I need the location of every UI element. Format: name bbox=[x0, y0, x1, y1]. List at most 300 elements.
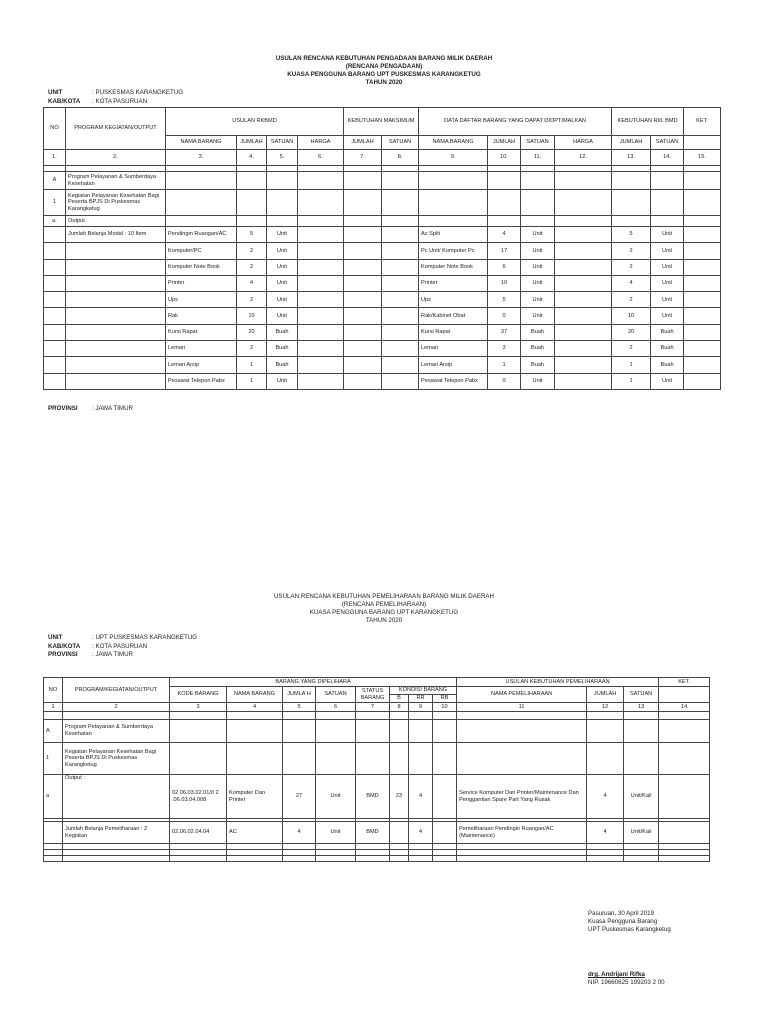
row-nama-barang-data: Komputer Note Book bbox=[419, 259, 488, 275]
row-no bbox=[44, 308, 66, 324]
row-riil-jumlah: 1 bbox=[612, 373, 651, 389]
header-jumlah: JUMLAH bbox=[488, 136, 521, 150]
doc1-meta bbox=[48, 89, 183, 106]
col-number: 7. bbox=[344, 150, 382, 166]
row-satuan: Buah bbox=[267, 324, 298, 340]
row-status: BMD bbox=[356, 822, 390, 844]
row-harga bbox=[298, 308, 344, 324]
row-riil-satuan: Buah bbox=[651, 357, 684, 373]
doc1-title-line: (RENCANA PENGADAAN) bbox=[345, 63, 423, 70]
signatory bbox=[588, 971, 665, 987]
col-number: 10. bbox=[488, 150, 521, 166]
col-number: 3 bbox=[170, 703, 227, 712]
row-jumlah: 27 bbox=[283, 775, 316, 819]
header-nama-barang: NAMA BARANG bbox=[166, 136, 237, 150]
row-program bbox=[66, 373, 166, 389]
meta-key: PROVINSI bbox=[48, 405, 78, 412]
row-program bbox=[66, 324, 166, 340]
row-ket bbox=[684, 243, 721, 259]
header-program: PROGRAM/KEGIATAN/OUTPUT bbox=[63, 678, 170, 703]
row-harga-data bbox=[555, 243, 612, 259]
row-harga bbox=[298, 227, 344, 243]
col-number: 4. bbox=[237, 150, 267, 166]
header-riil: KEBUTUHAN RIIL BMD bbox=[612, 108, 684, 136]
table-row bbox=[44, 373, 721, 389]
section-program: Kegiatan Pelayanan Kesehatan Bagi Peserta BPJS Di Puskesmas Karangketug bbox=[66, 190, 166, 216]
header-satuan: SATUAN bbox=[382, 136, 419, 150]
column-number-row bbox=[44, 703, 710, 712]
row-no bbox=[44, 324, 66, 340]
row-jumlah: 5 bbox=[237, 227, 267, 243]
row-ket bbox=[684, 292, 721, 308]
table-row bbox=[44, 324, 721, 340]
row-harga bbox=[298, 341, 344, 357]
row-harga bbox=[298, 275, 344, 291]
row-satuan-data: Unit bbox=[521, 243, 555, 259]
header-status: STATUS BARANG bbox=[356, 687, 390, 703]
table-row bbox=[44, 259, 721, 275]
row-harga bbox=[298, 292, 344, 308]
row-kode-barang: 02.06.02.04.04 bbox=[170, 822, 227, 844]
row-satuan-data: Unit bbox=[521, 227, 555, 243]
header-jumlah: JUMLAH bbox=[587, 687, 624, 703]
column-number-row bbox=[44, 150, 721, 166]
header-data: DATA DAFTAR BARANG YANG DAPAT DIOPTIMALKAN bbox=[419, 108, 612, 136]
col-number: 11 bbox=[457, 703, 587, 712]
col-number: 14. bbox=[651, 150, 684, 166]
row-program: Jumlah Belanja Pemeliharaan : 2 Kegiatan bbox=[63, 822, 170, 844]
row-program bbox=[66, 243, 166, 259]
doc2-title-line: KUASA PENGGUNA BARANG UPT KARANGKETUG bbox=[309, 609, 459, 616]
header-harga: HARGA bbox=[298, 136, 344, 150]
row-satuan-data: Buah bbox=[521, 357, 555, 373]
row-program: Output : bbox=[63, 775, 170, 819]
table-row bbox=[44, 308, 721, 324]
col-number: 2. bbox=[66, 150, 166, 166]
row-harga-data bbox=[555, 324, 612, 340]
row-riil-jumlah: 2 bbox=[612, 292, 651, 308]
col-number: 11. bbox=[521, 150, 555, 166]
row-no bbox=[44, 822, 63, 844]
row-satuan: Buah bbox=[267, 357, 298, 373]
row-satuan-usulan: Unit/Kali bbox=[624, 775, 659, 819]
row-harga-data bbox=[555, 308, 612, 324]
row-kondisi-rb bbox=[433, 822, 457, 844]
row-harga-data bbox=[555, 292, 612, 308]
meta-value: : PUSKESMAS KARANGKETUG bbox=[92, 89, 184, 96]
row-satuan-data: Buah bbox=[521, 341, 555, 357]
spacer-row bbox=[44, 856, 710, 862]
row-jumlah: 2 bbox=[237, 243, 267, 259]
section-no: 1 bbox=[44, 190, 66, 216]
row-nama-barang-data: Pc Unit/ Komputer Pc bbox=[419, 243, 488, 259]
row-jumlah-usulan: 4 bbox=[587, 775, 624, 819]
section-row bbox=[44, 720, 710, 743]
row-harga bbox=[298, 324, 344, 340]
row-satuan-data: Unit bbox=[521, 373, 555, 389]
table-row bbox=[44, 775, 710, 819]
col-number: 10 bbox=[433, 703, 457, 712]
row-satuan-data: Buah bbox=[521, 324, 555, 340]
row-jumlah-data: 5 bbox=[488, 292, 521, 308]
row-kebutuhan-jumlah bbox=[344, 324, 382, 340]
row-riil-jumlah: 2 bbox=[612, 259, 651, 275]
signature-block bbox=[588, 910, 671, 934]
row-kebutuhan-jumlah bbox=[344, 357, 382, 373]
col-number: 14 bbox=[659, 703, 710, 712]
row-nama-barang: Lemari bbox=[166, 341, 237, 357]
col-number: 15. bbox=[684, 150, 721, 166]
row-satuan-usulan: Unit/Kali bbox=[624, 822, 659, 844]
col-number: 1 bbox=[44, 703, 63, 712]
header-satuan: SATUAN bbox=[651, 136, 684, 150]
row-kondisi-rr: 4 bbox=[409, 775, 433, 819]
row-ket bbox=[684, 227, 721, 243]
row-satuan: Buah bbox=[267, 341, 298, 357]
meta-key: UNIT bbox=[48, 89, 63, 96]
row-nama-barang-data: Lemari bbox=[419, 341, 488, 357]
row-harga bbox=[298, 243, 344, 259]
row-jumlah-data: 3 bbox=[488, 341, 521, 357]
row-riil-jumlah: 5 bbox=[612, 227, 651, 243]
row-no bbox=[44, 243, 66, 259]
col-number: 9. bbox=[419, 150, 488, 166]
doc2-meta bbox=[48, 634, 197, 660]
header-kebutuhan: KEBUTUHAN MAKSIMUM bbox=[344, 108, 419, 136]
row-riil-jumlah: 10 bbox=[612, 308, 651, 324]
row-nama-barang: Printer bbox=[166, 275, 237, 291]
header-kondisi: KONDISI BARANG bbox=[390, 687, 457, 695]
header-satuan: SATUAN bbox=[624, 687, 659, 703]
row-kebutuhan-satuan bbox=[382, 275, 419, 291]
header-nama: NAMA BARANG bbox=[227, 687, 283, 703]
section-row bbox=[44, 743, 710, 775]
col-number: 5 bbox=[283, 703, 316, 712]
row-program bbox=[66, 341, 166, 357]
row-program bbox=[66, 275, 166, 291]
row-kode-barang: 02.06.03.02.01/0 2 .06.03.04.008 bbox=[170, 775, 227, 819]
row-jumlah: 4 bbox=[237, 275, 267, 291]
doc1-title-line: USULAN RENCANA KEBUTUHAN PENGADAAN BARANG MILIK DAERAH bbox=[275, 55, 493, 62]
col-number: 8 bbox=[390, 703, 409, 712]
row-ket bbox=[659, 775, 710, 819]
row-riil-jumlah: 2 bbox=[612, 341, 651, 357]
meta-key: PROVINSI bbox=[48, 651, 78, 658]
row-nama-barang-data: Ac Split bbox=[419, 227, 488, 243]
row-riil-satuan: Unit bbox=[651, 373, 684, 389]
row-nama-barang: Pesawat Telepon Pabx bbox=[166, 373, 237, 389]
col-number: 9 bbox=[409, 703, 433, 712]
row-nama-barang: Komputer/PC bbox=[166, 243, 237, 259]
row-jumlah: 2 bbox=[237, 341, 267, 357]
row-nama-barang-data: Ups bbox=[419, 292, 488, 308]
col-number: 7 bbox=[356, 703, 390, 712]
row-kebutuhan-jumlah bbox=[344, 259, 382, 275]
row-nama-barang-data: Lemari Arsip bbox=[419, 357, 488, 373]
col-number: 5. bbox=[267, 150, 298, 166]
row-jumlah-data: 1 bbox=[488, 357, 521, 373]
row-kebutuhan-satuan bbox=[382, 308, 419, 324]
row-harga-data bbox=[555, 275, 612, 291]
header-ket: KET. bbox=[684, 108, 721, 136]
row-jumlah: 2 bbox=[237, 259, 267, 275]
row-nama-barang: Ups bbox=[166, 292, 237, 308]
header-satuan: SATUAN bbox=[316, 687, 356, 703]
row-jumlah-data: 6 bbox=[488, 259, 521, 275]
row-nama-barang: Lemari Arsip bbox=[166, 357, 237, 373]
signature-place-date: Pasuruan, 30 April 2019 bbox=[588, 910, 655, 917]
row-jumlah-data: 37 bbox=[488, 324, 521, 340]
col-number: 13 bbox=[624, 703, 659, 712]
col-number: 8. bbox=[382, 150, 419, 166]
doc1-title-line: KUASA PENGGUNA BARANG UPT PUSKESMAS KARANGKETUG bbox=[287, 71, 481, 78]
row-nama-pemeliharaan: Service Komputer Dan Printer/Maintenance Dan Penggantian Spare Part Yang Rusak bbox=[457, 775, 587, 819]
meta-key: UNIT bbox=[48, 634, 63, 641]
row-nama-barang: Kursi Rapat bbox=[166, 324, 237, 340]
row-no bbox=[44, 373, 66, 389]
doc2-title-line: TAHUN 2020 bbox=[365, 617, 403, 624]
section-program: Output bbox=[66, 216, 166, 227]
header-rr: RR bbox=[409, 695, 433, 703]
col-number: 3. bbox=[166, 150, 237, 166]
row-satuan: Unit bbox=[267, 243, 298, 259]
row-jumlah: 20 bbox=[237, 324, 267, 340]
row-riil-satuan: Unit bbox=[651, 227, 684, 243]
row-no bbox=[44, 292, 66, 308]
header-program: PROGRAM KEGIATAN/OUTPUT bbox=[66, 108, 166, 150]
row-harga-data bbox=[555, 357, 612, 373]
row-riil-satuan: Unit bbox=[651, 259, 684, 275]
row-jumlah: 10 bbox=[237, 308, 267, 324]
row-satuan: Unit bbox=[267, 227, 298, 243]
row-ket bbox=[684, 275, 721, 291]
meta-value: : JAWA TIMUR bbox=[92, 405, 134, 412]
row-kebutuhan-jumlah bbox=[344, 227, 382, 243]
row-no bbox=[44, 259, 66, 275]
row-ket bbox=[659, 822, 710, 844]
row-harga-data bbox=[555, 341, 612, 357]
section-program: Kegiatan Pelayanan Kesehatan Bagi Peserta BPJS Di Puskesmas Karangketug bbox=[63, 743, 170, 775]
section-row bbox=[44, 190, 721, 216]
row-satuan-data: Unit bbox=[521, 292, 555, 308]
maintenance-table bbox=[43, 677, 710, 862]
row-kondisi-rr: 4 bbox=[409, 822, 433, 844]
row-kebutuhan-satuan bbox=[382, 243, 419, 259]
row-kebutuhan-jumlah bbox=[344, 308, 382, 324]
row-kebutuhan-satuan bbox=[382, 292, 419, 308]
section-program: Program Pelayanan & Sumberdaya Kesehatan bbox=[66, 172, 166, 190]
row-kebutuhan-jumlah bbox=[344, 373, 382, 389]
row-ket bbox=[684, 357, 721, 373]
col-number: 4 bbox=[227, 703, 283, 712]
row-program bbox=[66, 308, 166, 324]
row-riil-jumlah: 2 bbox=[612, 243, 651, 259]
row-nama-barang-data: Printer bbox=[419, 275, 488, 291]
header-no: NO bbox=[44, 108, 66, 150]
doc2-title-line: (RENCANA PEMELIHARAAN) bbox=[341, 601, 427, 608]
spacer-row bbox=[44, 712, 710, 720]
doc2-title-line: USULAN RENCANA KEBUTUHAN PEMELIHARAAN BARANG MILIK DAERAH bbox=[273, 593, 495, 600]
section-no: a. bbox=[44, 216, 66, 227]
row-jumlah: 1 bbox=[237, 373, 267, 389]
row-kebutuhan-satuan bbox=[382, 357, 419, 373]
row-nama-barang: Komputer Dan Printer bbox=[227, 775, 283, 819]
table-row bbox=[44, 341, 721, 357]
row-kondisi-b: 23 bbox=[390, 775, 409, 819]
header-no: NO bbox=[44, 678, 63, 703]
row-nama-barang: Komputer Note Book bbox=[166, 259, 237, 275]
row-no bbox=[44, 341, 66, 357]
row-ket bbox=[684, 373, 721, 389]
header-dipelihara: BARANG YANG DIPELIHARA bbox=[170, 678, 457, 687]
row-ket bbox=[684, 308, 721, 324]
row-satuan: Unit bbox=[316, 775, 356, 819]
meta-value: : UPT PUSKESMAS KARANGKETUG bbox=[92, 634, 198, 641]
row-satuan: Unit bbox=[267, 259, 298, 275]
col-number: 6 bbox=[316, 703, 356, 712]
section-no: A bbox=[44, 172, 66, 190]
meta-value: : KOTA PASURUAN bbox=[92, 97, 148, 105]
table-row bbox=[44, 822, 710, 844]
row-kebutuhan-satuan bbox=[382, 373, 419, 389]
col-number: 6. bbox=[298, 150, 344, 166]
meta-value: : KOTA PASURUAN bbox=[92, 642, 148, 650]
section-row bbox=[44, 216, 721, 227]
row-satuan-data: Unit bbox=[521, 275, 555, 291]
row-kebutuhan-jumlah bbox=[344, 243, 382, 259]
row-riil-satuan: Unit bbox=[651, 308, 684, 324]
row-kebutuhan-satuan bbox=[382, 259, 419, 275]
header-harga: HARGA bbox=[555, 136, 612, 150]
row-jumlah-data: 10 bbox=[488, 275, 521, 291]
signature-role: Kuasa Pengguna Barang bbox=[588, 918, 658, 925]
row-no: a bbox=[44, 775, 63, 819]
row-program bbox=[66, 357, 166, 373]
row-kebutuhan-jumlah bbox=[344, 275, 382, 291]
row-nama-barang-data: Pesawat Telepon Pabx bbox=[419, 373, 488, 389]
row-nama-barang-data: Kursi Rapat bbox=[419, 324, 488, 340]
header-jumlah: JUMLAH bbox=[344, 136, 382, 150]
row-kebutuhan-jumlah bbox=[344, 341, 382, 357]
header-nama-barang: NAMA BARANG bbox=[419, 136, 488, 150]
row-ket bbox=[684, 341, 721, 357]
row-program: Jumlah Belanja Modal : 10 Item bbox=[66, 227, 166, 243]
section-row bbox=[44, 172, 721, 190]
row-ket bbox=[684, 259, 721, 275]
row-program bbox=[66, 292, 166, 308]
row-nama-barang: AC bbox=[227, 822, 283, 844]
row-jumlah: 4 bbox=[283, 822, 316, 844]
header-usulan: USULAN KEBUTUHAN PEMELIHARAAN bbox=[457, 678, 659, 687]
row-kebutuhan-jumlah bbox=[344, 292, 382, 308]
row-satuan: Unit bbox=[267, 373, 298, 389]
row-satuan: Unit bbox=[316, 822, 356, 844]
row-kondisi-rb bbox=[433, 775, 457, 819]
row-nama-barang: Rak bbox=[166, 308, 237, 324]
row-jumlah-data: 17 bbox=[488, 243, 521, 259]
row-nama-pemeliharaan: Pemeliharaan Pendingin Ruangan/AC (Maintenance) bbox=[457, 822, 587, 844]
signatory-name: drg. Andrijani Rifka bbox=[588, 971, 645, 978]
row-harga-data bbox=[555, 227, 612, 243]
row-harga bbox=[298, 357, 344, 373]
row-jumlah: 1 bbox=[237, 357, 267, 373]
table-row bbox=[44, 275, 721, 291]
row-harga-data bbox=[555, 373, 612, 389]
signatory-nip: NIP. 19660625 199203 2 00 bbox=[588, 979, 665, 986]
header-jumlah: JUMLAH bbox=[612, 136, 651, 150]
row-jumlah-usulan: 4 bbox=[587, 822, 624, 844]
meta-value: : JAWA TIMUR bbox=[92, 651, 134, 658]
col-number: 12. bbox=[555, 150, 612, 166]
col-number: 13. bbox=[612, 150, 651, 166]
row-satuan: Unit bbox=[267, 308, 298, 324]
meta-key: KAB/KOTA bbox=[48, 97, 81, 105]
row-kebutuhan-satuan bbox=[382, 324, 419, 340]
col-number: 1. bbox=[44, 150, 66, 166]
table-row bbox=[44, 357, 721, 373]
row-satuan-data: Unit bbox=[521, 259, 555, 275]
row-riil-jumlah: 20 bbox=[612, 324, 651, 340]
row-riil-satuan: Unit bbox=[651, 243, 684, 259]
header-jumlah: JUMLAH bbox=[237, 136, 267, 150]
row-satuan: Unit bbox=[267, 275, 298, 291]
row-no bbox=[44, 357, 66, 373]
row-jumlah-data: 0 bbox=[488, 373, 521, 389]
row-program bbox=[66, 259, 166, 275]
row-harga bbox=[298, 373, 344, 389]
header-ket: KET. bbox=[659, 678, 710, 687]
row-riil-jumlah: 4 bbox=[612, 275, 651, 291]
header-satuan: SATUAN bbox=[521, 136, 555, 150]
row-no bbox=[44, 227, 66, 243]
row-satuan: Unit bbox=[267, 292, 298, 308]
procurement-table bbox=[43, 107, 721, 390]
row-riil-jumlah: 1 bbox=[612, 357, 651, 373]
header-rb: RB bbox=[433, 695, 457, 703]
empty-cell bbox=[659, 687, 710, 703]
signature-role: UPT Puskesmas Karangketug bbox=[588, 926, 671, 933]
row-riil-satuan: Buah bbox=[651, 341, 684, 357]
table-row bbox=[44, 227, 721, 243]
row-no bbox=[44, 275, 66, 291]
row-satuan-data: Unit bbox=[521, 308, 555, 324]
doc1-province bbox=[48, 405, 133, 414]
row-riil-satuan: Buah bbox=[651, 324, 684, 340]
row-riil-satuan: Unit bbox=[651, 275, 684, 291]
header-b: B bbox=[390, 695, 409, 703]
row-kondisi-b bbox=[390, 822, 409, 844]
row-riil-satuan: Unit bbox=[651, 292, 684, 308]
row-jumlah-data: 4 bbox=[488, 227, 521, 243]
header-usulan: USULAN RKBMD bbox=[166, 108, 344, 136]
empty-cell bbox=[684, 136, 721, 150]
row-status: BMD bbox=[356, 775, 390, 819]
row-kebutuhan-satuan bbox=[382, 341, 419, 357]
header-jumlah: JUMLA H bbox=[283, 687, 316, 703]
table-row bbox=[44, 292, 721, 308]
row-harga bbox=[298, 259, 344, 275]
header-kode: KODE BARANG bbox=[170, 687, 227, 703]
row-ket bbox=[684, 324, 721, 340]
col-number: 12 bbox=[587, 703, 624, 712]
header-satuan: SATUAN bbox=[267, 136, 298, 150]
doc1-title-line: TAHUN 2020 bbox=[365, 79, 403, 86]
row-jumlah: 2 bbox=[237, 292, 267, 308]
section-no: A bbox=[44, 720, 63, 743]
row-nama-barang-data: Rak/Kabinet Obat bbox=[419, 308, 488, 324]
row-harga-data bbox=[555, 259, 612, 275]
section-program: Program Pelayanan & Sumberdaya Kesehatan bbox=[63, 720, 170, 743]
